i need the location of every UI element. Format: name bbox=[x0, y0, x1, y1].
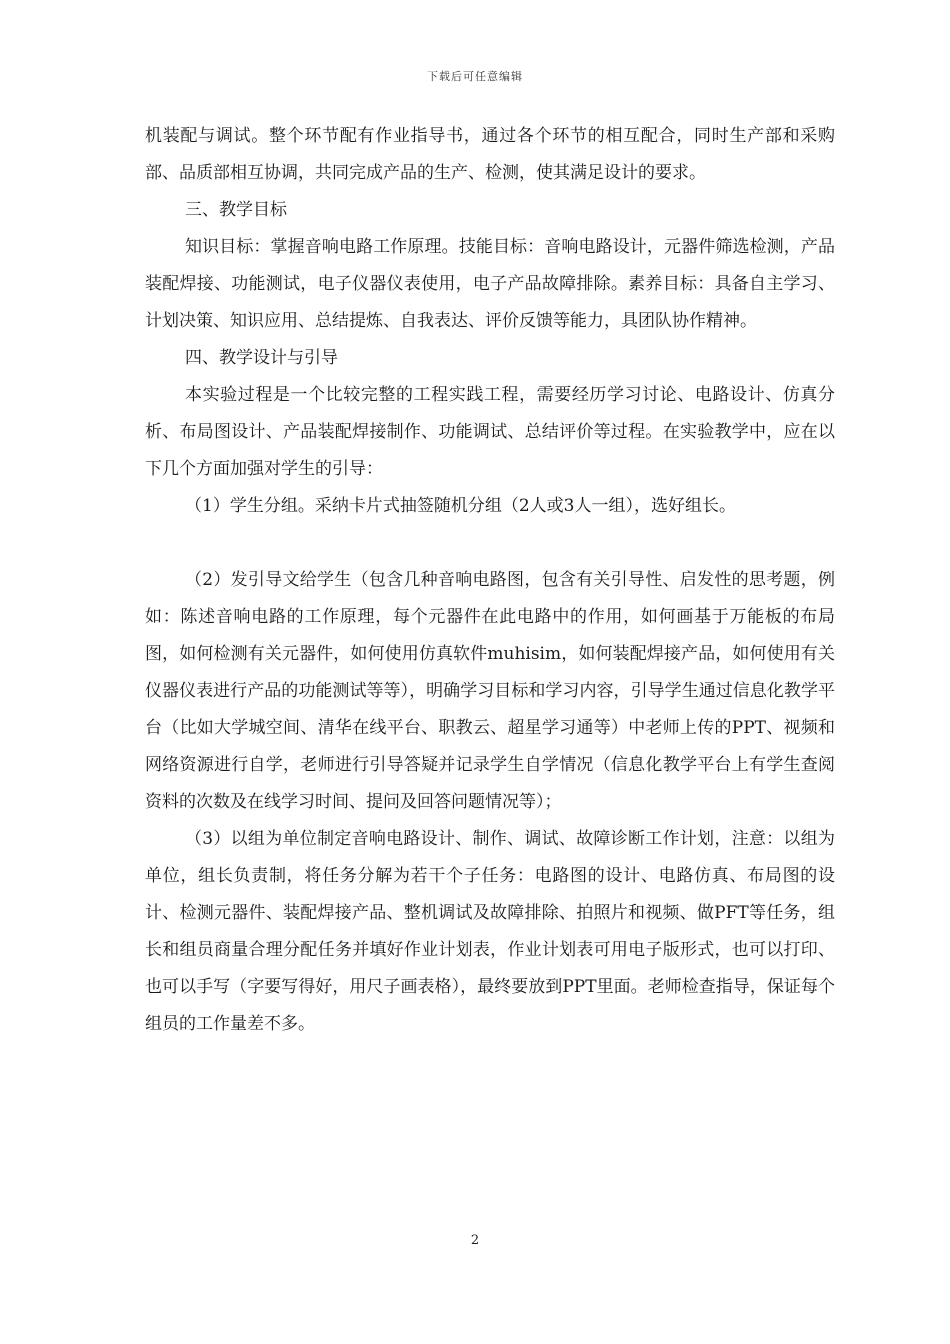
paragraph-goals: 知识目标：掌握音响电路工作原理。技能目标：音响电路设计，元器件筛选检测，产品装配焊接、功能测试，电子仪器仪表使用，电子产品故障排除。素养目标：具备自主学习、计划决策、知识应用、总结提炼、自我表达、评价反馈等能力，具团队协作精神。 bbox=[145, 237, 835, 331]
paragraph-design-intro: 本实验过程是一个比较完整的工程实践工程，需要经历学习讨论、电路设计、仿真分析、布局图设计、产品装配焊接制作、功能调试、总结评价等过程。在实验教学中，应在以下几个方面加强对学生的引导： bbox=[145, 385, 835, 479]
list-item-1: （1）学生分组。采纳卡片式抽签随机分组（2人或3人一组），选好组长。 bbox=[185, 496, 736, 516]
list-item-3: （3）以组为单位制定音响电路设计、制作、调试、故障诊断工作计划，注意：以组为单位，组长负责制，将任务分解为若干个子任务：电路图的设计、电路仿真、布局图的设计、检测元器件、装配焊接产品、整机调试及故障排除、拍照片和视频、做PFT等任务，组长和组员商量合理分配任务并填好作业计划表，作业计划表可用电子版形式，也可以打印、也可以手写（字要写得好，用尺子画表格），最终要放到PPT里面。老师检查指导，保证每个组员的工作量差不多。 bbox=[145, 829, 835, 1034]
page-number: 2 bbox=[470, 1233, 480, 1248]
section-heading-teaching-design: 四、教学设计与引导 bbox=[185, 348, 338, 368]
list-item-2: （2）发引导文给学生（包含几种音响电路图，包含有关引导性、启发性的思考题，例如：陈述音响电路的工作原理，每个元器件在此电路中的作用，如何画基于万能板的布局图，如何检测有关元器件，如何使用仿真软件muhisim，如何装配焊接产品，如何使用有关仪器仪表进行产品的功能测试等等），明确学习目标和学习内容，引导学生通过信息化教学平台（比如大学城空间、清华在线平台、职教云、超星学习通等）中老师上传的PPT、视频和网络资源进行自学，老师进行引导答疑并记录学生自学情况（信息化教学平台上有学生查阅资料的次数及在线学习时间、提问及回答问题情况等）； bbox=[145, 570, 835, 812]
paragraph-continuation: 机装配与调试。整个环节配有作业指导书，通过各个环节的相互配合，同时生产部和采购部、品质部相互协调，共同完成产品的生产、检测，使其满足设计的要求。 bbox=[145, 126, 835, 183]
section-heading-teaching-goals: 三、教学目标 bbox=[185, 200, 287, 220]
document-body bbox=[145, 118, 835, 1043]
page-header: 下载后可任意编辑 bbox=[427, 70, 523, 83]
